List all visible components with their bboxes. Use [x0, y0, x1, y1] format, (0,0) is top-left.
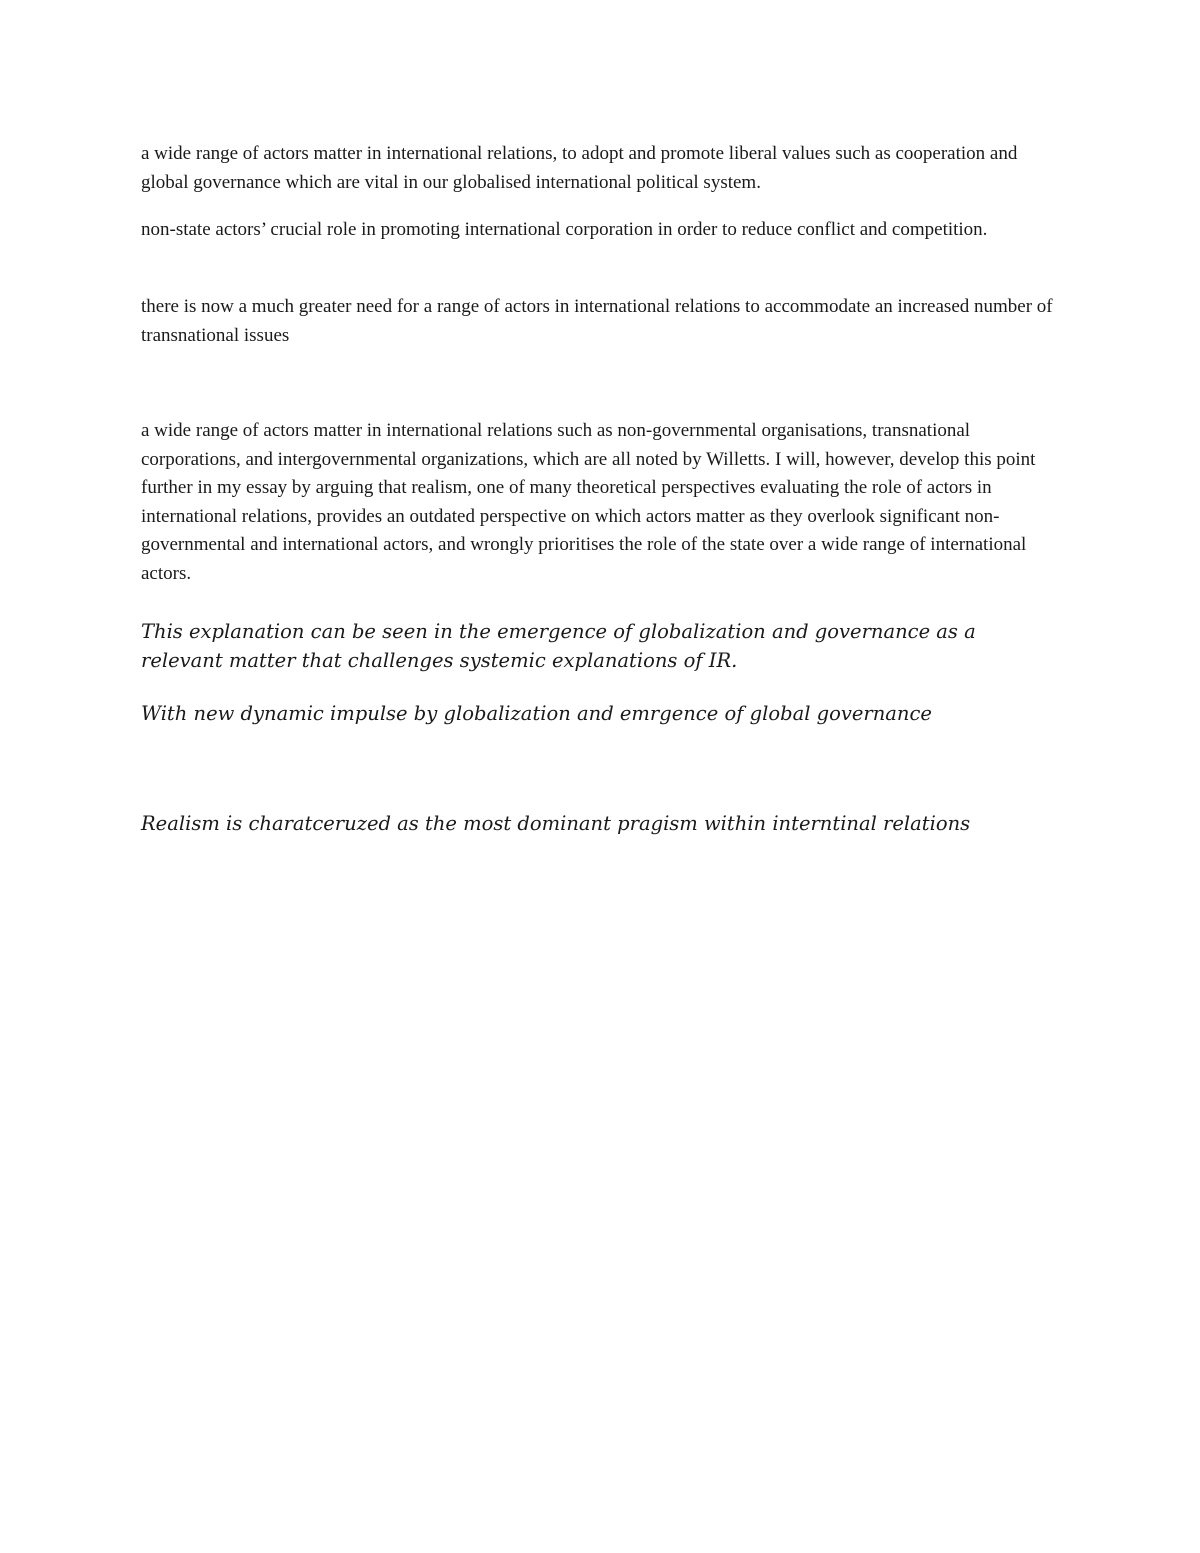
paragraph-realism-argument: a wide range of actors matter in international relations such as non-governmental organisations, transnational corporations, and intergovernmental organizations, which are all noted by Willetts. I will, however, develop this point further in my essay by arguing that realism, one of many theoretical perspectives evaluating the role of actors in international relations, provides an outdated perspective on which actors matter as they overlook significant non-governmental and international actors, and wrongly prioritises the role of the state over a wide range of international actors. — [141, 420, 1036, 584]
paragraph-realism-dominant: Realism is charatceruzed as the most dominant pragism within interntinal relations — [141, 812, 971, 835]
paragraph-dynamic-impulse: With new dynamic impulse by globalization and emrgence of global governance — [141, 702, 932, 725]
paragraph-transnational-issues: there is now a much greater need for a range of actors in international relations to accommodate an increased number of transnational issues — [141, 296, 1053, 346]
paragraph-non-state-actors: non-state actors’ crucial role in promoting international corporation in order to reduce conflict and competition. — [141, 219, 988, 240]
paragraph-globalization-explanation: This explanation can be seen in the emergence of globalization and governance as a relevant matter that challenges systemic explanations of IR. — [141, 620, 976, 672]
paragraph-liberal-values: a wide range of actors matter in international relations, to adopt and promote liberal values such as cooperation and global governance which are vital in our globalised international political system. — [141, 143, 1018, 193]
